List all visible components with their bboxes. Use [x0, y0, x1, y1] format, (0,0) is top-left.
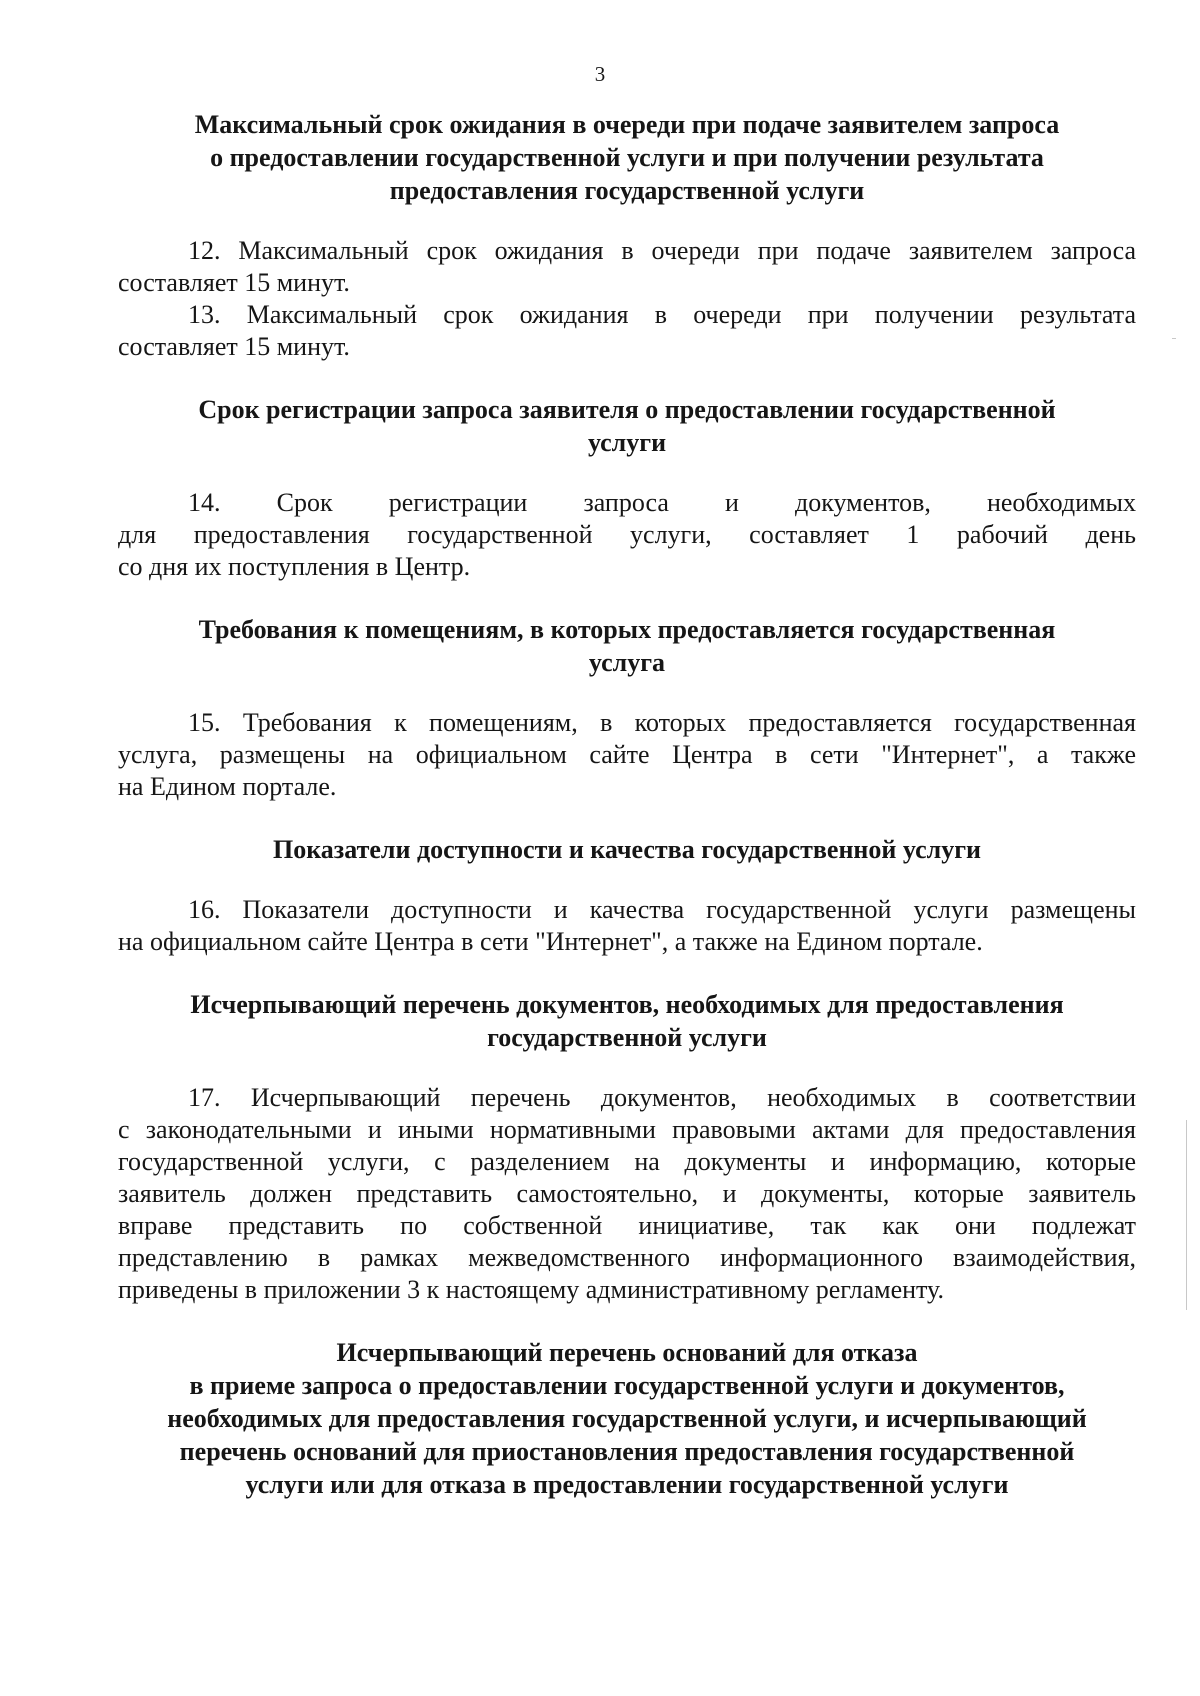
paragraph-line: на Едином портале.: [118, 772, 337, 801]
paragraph-line: составляет 15 минут.: [118, 332, 350, 361]
paragraph-line: представлению в рамках межведомственного информационного взаимодействия,: [118, 1243, 1136, 1272]
section-heading-documents-list: [118, 988, 1136, 1054]
paragraph-line: 17. Исчерпывающий перечень документов, необходимых в соответствии: [188, 1083, 1136, 1112]
paragraph-15: [118, 707, 1136, 803]
paragraph-17: [118, 1082, 1136, 1306]
paragraph-line: со дня их поступления в Центр.: [118, 552, 471, 581]
paragraph-line: заявитель должен представить самостоятельно, и документы, которые заявитель: [118, 1179, 1136, 1208]
paragraph-line: с законодательными и иными нормативными правовыми актами для предоставления: [118, 1115, 1136, 1144]
paragraph-line: услуга, размещены на официальном сайте Центра в сети "Интернет", а также: [118, 740, 1136, 769]
paragraph-line: вправе представить по собственной инициативе, так как они подлежат: [118, 1211, 1136, 1240]
heading-line: Исчерпывающий перечень оснований для отказа: [336, 1338, 918, 1367]
heading-line: Срок регистрации запроса заявителя о предоставлении государственной: [198, 395, 1056, 424]
heading-line: предоставления государственной услуги: [389, 176, 865, 205]
section-heading-registration-time: [118, 393, 1136, 459]
paragraph-line: государственной услуги, с разделением на документы и информацию, которые: [118, 1147, 1136, 1176]
document-body: [118, 108, 1136, 1501]
section-heading-premises: [118, 613, 1136, 679]
scan-edge-mark: [1172, 338, 1176, 339]
heading-line: перечень оснований для приостановления предоставления государственной: [179, 1437, 1075, 1466]
paragraph-line: приведены в приложении 3 к настоящему административному регламенту.: [118, 1275, 944, 1304]
page-number: 3: [594, 62, 606, 86]
paragraph-line: 14. Срок регистрации запроса и документов, необходимых: [188, 488, 1136, 517]
paragraph-line: составляет 15 минут.: [118, 268, 350, 297]
paragraph-13: [118, 299, 1136, 363]
paragraph-line: на официальном сайте Центра в сети "Интернет", а также на Едином портале.: [118, 927, 983, 956]
heading-line: о предоставлении государственной услуги и при получении результата: [210, 143, 1044, 172]
scan-edge-mark: [1186, 1120, 1187, 1310]
section-heading-queue-time: [118, 108, 1136, 207]
paragraph-line: 12. Максимальный срок ожидания в очереди при подаче заявителем запроса: [188, 236, 1136, 265]
heading-line: Максимальный срок ожидания в очереди при подаче заявителем запроса: [194, 110, 1060, 139]
paragraph-line: для предоставления государственной услуги, составляет 1 рабочий день: [118, 520, 1136, 549]
paragraph-line: 16. Показатели доступности и качества государственной услуги размещены: [188, 895, 1136, 924]
paragraph-line: 15. Требования к помещениям, в которых предоставляется государственная: [188, 708, 1136, 737]
paragraph-line: 13. Максимальный срок ожидания в очереди при получении результата: [188, 300, 1136, 329]
heading-line: государственной услуги: [487, 1023, 767, 1052]
heading-line: в приеме запроса о предоставлении государственной услуги и документов,: [189, 1371, 1065, 1400]
heading-line: услуга: [588, 648, 666, 677]
heading-line: необходимых для предоставления государственной услуги, и исчерпывающий: [167, 1404, 1087, 1433]
heading-line: Показатели доступности и качества государственной услуги: [272, 835, 982, 864]
heading-line: Требования к помещениям, в которых предоставляется государственная: [198, 615, 1056, 644]
section-heading-quality-indicators: [118, 833, 1136, 866]
paragraph-16: [118, 894, 1136, 958]
heading-line: услуги: [587, 428, 667, 457]
heading-line: услуги или для отказа в предоставлении государственной услуги: [245, 1470, 1009, 1499]
section-heading-refusal-grounds: [118, 1336, 1136, 1501]
heading-line: Исчерпывающий перечень документов, необходимых для предоставления: [190, 990, 1064, 1019]
paragraph-14: [118, 487, 1136, 583]
paragraph-12: [118, 235, 1136, 299]
